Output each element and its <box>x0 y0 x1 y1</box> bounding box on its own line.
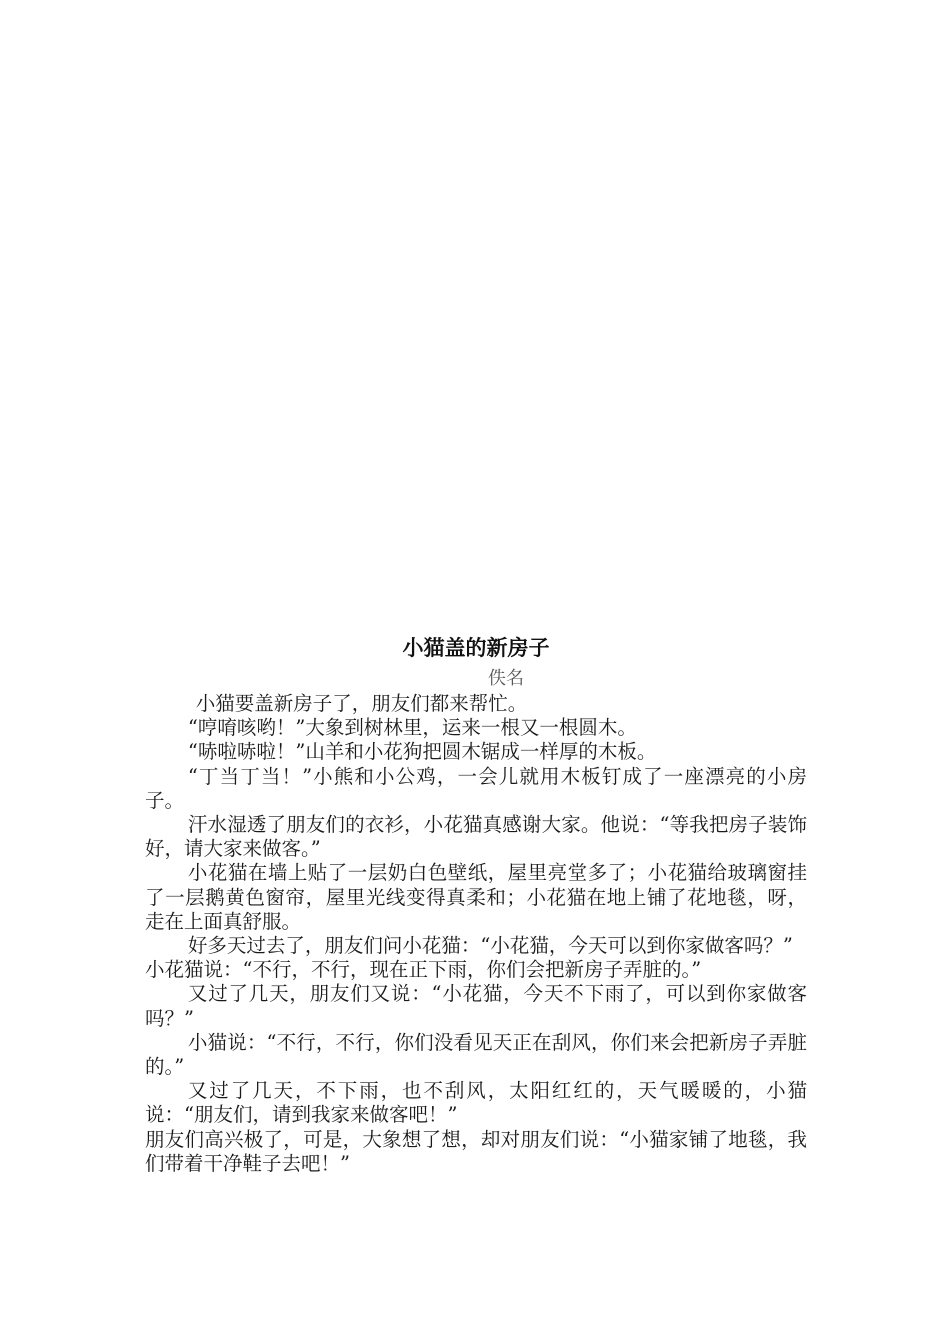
paragraph: 小猫要盖新房子了，朋友们都来帮忙。 <box>195 692 528 715</box>
article-title: 小猫盖的新房子 <box>402 636 550 660</box>
paragraph: 汗水湿透了朋友们的衣衫，小花猫真感谢大家。他说：“等我把房子装饰好，请大家来做客。” <box>145 813 807 861</box>
article-author: 佚名 <box>488 668 524 689</box>
paragraph: “丁当丁当！”小熊和小公鸡，一会儿就用木板钉成了一座漂亮的小房子。 <box>145 764 807 812</box>
paragraph: 朋友们高兴极了，可是，大象想了想，却对朋友们说：“小猫家铺了地毯，我们带着干净鞋子去吧！” <box>145 1127 807 1175</box>
paragraph: 小花猫说：“不行，不行，现在正下雨，你们会把新房子弄脏的。” <box>145 958 702 982</box>
article-body <box>145 692 807 1176</box>
paragraph: 小花猫在墙上贴了一层奶白色壁纸，屋里亮堂多了；小花猫给玻璃窗挂了一层鹅黄色窗帘，屋里光线变得真柔和；小花猫在地上铺了花地毯，呀，走在上面真舒服。 <box>145 861 807 933</box>
paragraph: 好多天过去了，朋友们问小花猫：“小花猫，今天可以到你家做客吗？” <box>187 934 793 958</box>
paragraph: 又过了几天，朋友们又说：“小花猫，今天不下雨了，可以到你家做客吗？” <box>145 982 807 1030</box>
paragraph: 又过了几天，不下雨，也不刮风，太阳红红的，天气暖暖的，小猫说：“朋友们，请到我家来做客吧！” <box>145 1079 807 1127</box>
paragraph: “哼唷咳哟！”大象到树林里，运来一根又一根圆木。 <box>187 716 637 740</box>
paragraph: “哧啦哧啦！”山羊和小花狗把圆木锯成一样厚的木板。 <box>187 740 657 764</box>
article <box>145 630 807 1176</box>
paragraph: 小猫说：“不行，不行，你们没看见天正在刮风，你们来会把新房子弄脏的。” <box>145 1030 807 1079</box>
